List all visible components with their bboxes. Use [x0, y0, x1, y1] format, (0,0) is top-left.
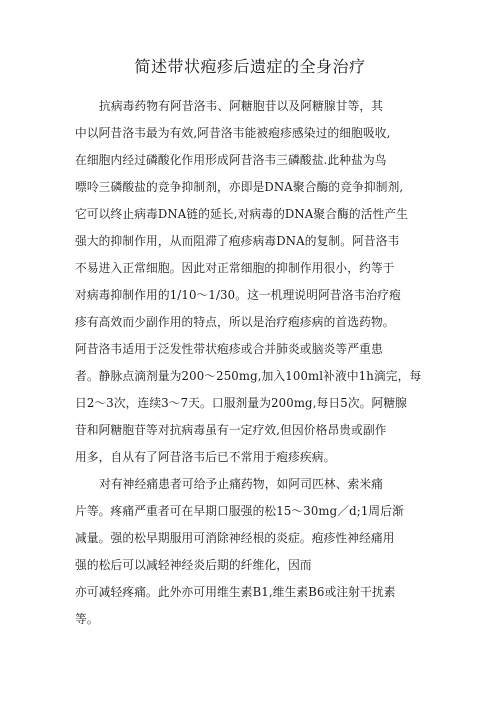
- document-title: 简述带状疱疹后遗症的全身治疗: [134, 57, 366, 76]
- body-line: 对有神经痛患者可给予止痛药物，如阿司匹林、索米痛: [99, 477, 384, 491]
- body-line: 强的松后可以减轻神经炎后期的纤维化，因而: [75, 558, 312, 572]
- body-line: 疹有高效而少副作用的特点，所以是治疗疱疹病的首选药物。: [75, 315, 395, 329]
- body-line: 它可以终止病毒DNA链的延长,对病毒的DNA聚合酶的活性产生: [75, 207, 409, 221]
- body-line: 不易进入正常细胞。因此对正常细胞的抑制作用很小，约等于: [75, 261, 395, 275]
- body-line: 苷和阿糖胞苷等对抗病毒虽有一定疗效,但因价格昂贵或副作: [75, 423, 387, 437]
- body-line: 在细胞内经过磷酸化作用形成阿昔洛韦三磷酸盐.此种盐为鸟: [75, 153, 387, 167]
- body-line: 强大的抑制作用，从而阻滞了疱疹病毒DNA的复制。阿昔洛韦: [75, 234, 400, 248]
- body-line: 者。静脉点滴剂量为200～250mg,加入100ml补液中1h滴完，每: [75, 369, 422, 383]
- body-line: 日2～3次，连续3～7天。口服剂量为200mg,每日5次。阿糖腺: [75, 396, 408, 410]
- body-line: 亦可减轻疼痛。此外亦可用维生素B1,维生素B6或注射干扰素: [75, 585, 396, 599]
- body-line: 中以阿昔洛韦最为有效,阿昔洛韦能被疱疹感染过的细胞吸收,: [75, 126, 391, 140]
- body-line: 阿昔洛韦适用于泛发性带状疱疹或合并肺炎或脑炎等严重患: [75, 342, 383, 356]
- body-line: 对病毒抑制作用的1/10～1/30。这一机理说明阿昔洛韦治疗疱: [75, 288, 401, 302]
- body-line: 片等。疼痛严重者可在早期口服强的松15～30mg／d;1周后渐: [75, 504, 404, 518]
- body-line: 减量。强的松早期服用可消除神经根的炎症。疱疹性神经痛用: [75, 531, 395, 545]
- body-line: 嘌呤三磷酸盐的竞争抑制剂，亦即是DNA聚合酶的竞争抑制剂,: [75, 180, 404, 194]
- body-line: 抗病毒药物有阿昔洛韦、阿糖胞苷以及阿糖腺甘等，其: [99, 99, 384, 113]
- body-line: 用多，自从有了阿昔洛韦后已不常用于疱疹疾病。: [75, 450, 336, 464]
- body-line: 等。: [75, 612, 99, 626]
